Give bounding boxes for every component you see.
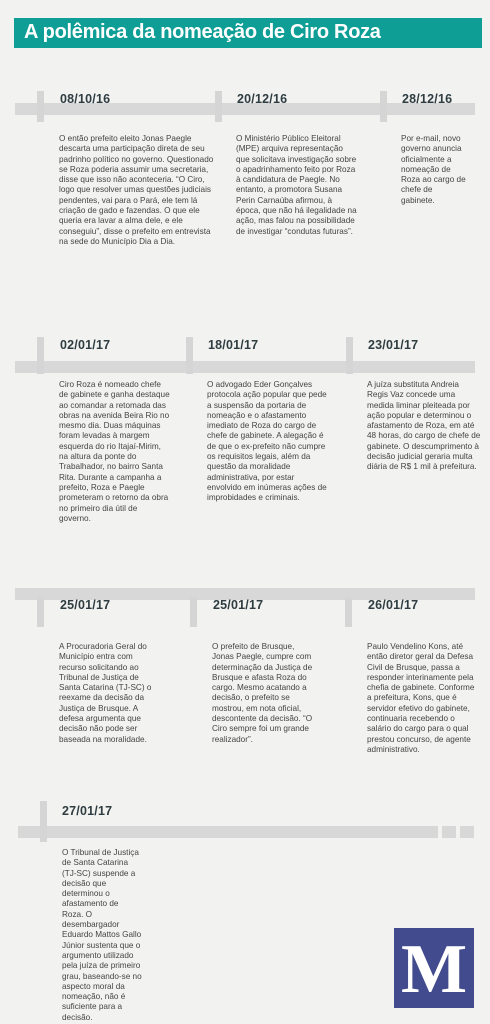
title-banner [14, 18, 482, 48]
entry-6-date: 23/01/17 [368, 338, 419, 352]
entry-3-tick [380, 91, 387, 122]
entry-3-text: Por e-mail, novo governo anuncia oficialmente a nomeação de Roza ao cargo de chefe de gabinete. [401, 134, 466, 205]
entry-3-date: 28/12/16 [402, 92, 453, 106]
entry-10-date: 27/01/17 [62, 804, 113, 818]
entry-7-date: 25/01/17 [60, 598, 111, 612]
page-title: A polêmica da nomeação de Ciro Roza [24, 21, 381, 43]
publisher-logo [394, 928, 474, 1008]
timeline-row-2-bar [15, 361, 475, 373]
entry-7-text: A Procuradoria Geral do Município entra com recurso solicitando ao Tribunal de Justiça de Santa Catarina (TJ-SC) o reexame da decisão da Justiça de Brusque. A defesa argumenta que decisão não pode ser baseada na moralidade. [59, 642, 152, 744]
timeline-end-dashes [432, 826, 474, 838]
entry-6-text: A juíza substituta Andreia Regis Vaz concede uma medida liminar pleiteada por ação popular e determinou o afastamento de Roza, em até 48 horas, do cargo de chefe de gabinete. O descumprimento à decisão judicial geraria multa diária de R$ 1 mil à prefeitura. [367, 380, 481, 472]
logo-letter: M [400, 931, 468, 1008]
entry-4-date: 02/01/17 [60, 338, 111, 352]
timeline-row-4-bar [18, 826, 438, 838]
entry-7-tick [37, 597, 44, 627]
entry-10-tick [40, 801, 47, 842]
entry-5-tick [186, 337, 193, 374]
entry-8-date: 25/01/17 [213, 598, 264, 612]
entry-1-date: 08/10/16 [60, 92, 111, 106]
entry-10-text: O Tribunal de Justiça de Santa Catarina (TJ-SC) suspende a decisão que determinou o afastamento de Roza. O desembargador Eduardo Mattos Gallo Júnior sustenta que o argumento utilizado pela juíza de primeiro grau, baseando-se no aspecto moral da nomeação, não é suficiente para a decisão. [62, 848, 142, 1022]
entry-2-tick [215, 91, 222, 122]
entry-8-text: O prefeito de Brusque, Jonas Paegle, cumpre com determinação da Justiça de Brusque e afasta Roza do cargo. Mesmo acatando a decisão, o prefeito se mostrou, em nota oficial, descontente da decisão. “O Ciro sempre foi um grande realizador”. [212, 642, 313, 744]
entry-4-text: Ciro Roza é nomeado chefe de gabinete e ganha destaque ao comandar a retomada das obras na avenida Beira Rio no mesmo dia. Duas máquinas foram levadas à margem esquerda do rio Itajaí-Mirim, na altura da ponte do Trabalhador, no bairro Santa Rita. Durante a campanha a prefeito, Roza e Paegle prometeram o retorno da obra no primeiro dia útil de governo. [59, 380, 170, 523]
entry-2-date: 20/12/16 [237, 92, 288, 106]
entry-4-tick [37, 337, 44, 374]
entry-8-tick [190, 597, 197, 627]
entry-9-tick [345, 597, 352, 627]
entry-9-text: Paulo Vendelino Kons, até então diretor geral da Defesa Civil de Brusque, passa a responder interinamente pela chefia de gabinete. Conforme a prefeitura, Kons, que é servidor efetivo do gabinete, continuaria recebendo o salário do cargo para o qual prestou concurso, de agente administrativo. [367, 642, 475, 754]
entry-5-text: O advogado Eder Gonçalves protocola ação popular que pede a suspensão da portaria de nomeação e o afastamento imediato de Roza do cargo de chefe de gabinete. A alegação é de que o ex-prefeito não cumpre os requisitos legais, além da questão da moralidade administrativa, por estar envolvido em inúmeras ações de improbidades e criminais. [207, 380, 327, 503]
entry-9-date: 26/01/17 [368, 598, 419, 612]
entry-2-text: O Ministério Público Eleitoral (MPE) arquiva representação que solicitava investigação sobre o apadrinhamento feito por Roza à candidatura de Paegle. No entanto, a promotora Susana Perin Carnaúba afirmou, à época, que não há ilegalidade na ação, mas falou na possibilidade de investigar “condutas futuras”. [236, 134, 357, 236]
entry-6-tick [346, 337, 353, 374]
entry-1-tick [37, 91, 44, 122]
entry-5-date: 18/01/17 [208, 338, 259, 352]
entry-1-text: O então prefeito eleito Jonas Paegle descarta uma participação direta de seu padrinho político no governo. Questionado se Roza poderia assumir uma secretaria, disse que isso não aconteceria. “O Ciro, logo que resolver umas questões judiciais pendentes, vai para o Pará, ele tem lá criação de gado e fazendas. O que ele queria era lavar a alma dele, e ele conseguiu”, disse o prefeito em entrevista na sede do Município Dia a Dia. [59, 134, 214, 246]
